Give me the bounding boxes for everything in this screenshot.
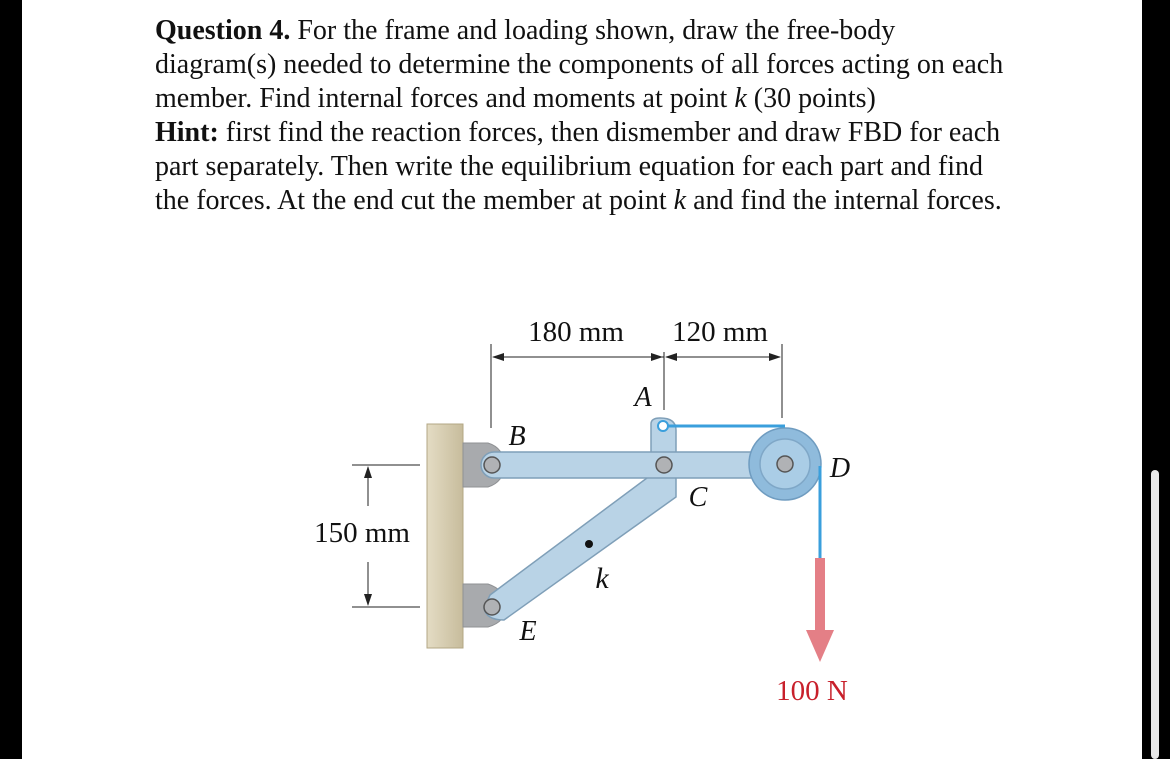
hint-label: Hint: — [155, 117, 219, 148]
label-k: k — [595, 562, 609, 595]
question-intro: For the frame and loading shown, draw the free-body diagram(s) needed to determine the components of all forces acting on each member. Find internal forces and moments at point — [155, 15, 1004, 114]
load-arrow-shaft — [815, 558, 825, 632]
wall — [427, 424, 463, 648]
member-ec — [484, 472, 676, 620]
label-c: C — [688, 482, 708, 513]
point-k-ref: k — [734, 83, 747, 114]
label-a: A — [634, 382, 652, 413]
label-e: E — [519, 616, 537, 647]
pin-d — [777, 456, 793, 472]
dim-120-label: 120 mm — [672, 316, 768, 348]
load-arrow-head — [806, 630, 834, 662]
point-k-ref-2: k — [673, 185, 687, 216]
pin-e — [484, 599, 500, 615]
load-label: 100 N — [776, 675, 848, 707]
question-label: Question 4. — [155, 15, 291, 46]
pin-c — [656, 457, 672, 473]
dim-150-label: 150 mm — [314, 517, 410, 549]
label-d: D — [829, 453, 851, 484]
scrollbar[interactable] — [1151, 470, 1159, 759]
pin-a — [658, 421, 668, 431]
hint-text-end: and find the internal forces. — [686, 185, 1002, 216]
points-text: (30 points) — [746, 83, 876, 114]
hint-text: first find the reaction forces, then dismember and draw FBD for each part separately. Then write the equilibrium equation for each part and find the forces. At the end cut the member at point — [155, 117, 1001, 216]
pin-b — [484, 457, 500, 473]
label-b: B — [508, 421, 526, 452]
dim-180-label: 180 mm — [528, 316, 624, 348]
point-k-dot — [585, 540, 593, 548]
